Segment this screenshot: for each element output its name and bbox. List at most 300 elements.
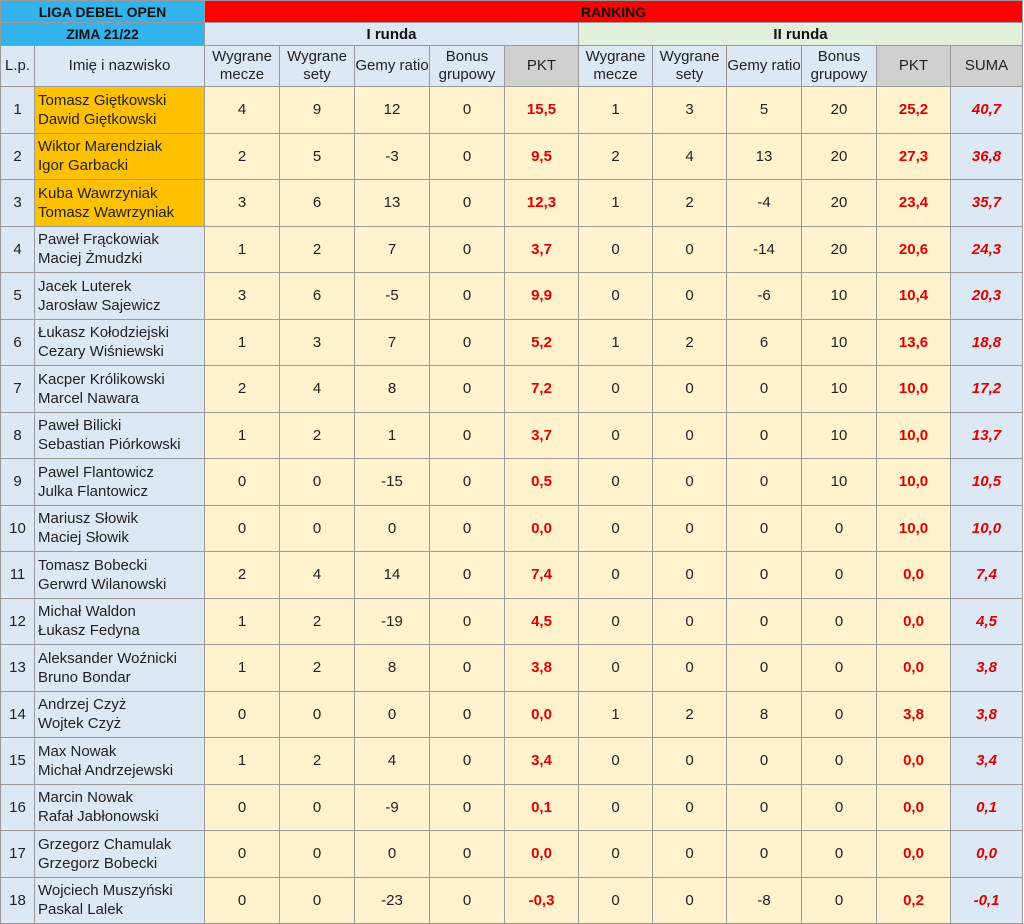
r2-matches-cell: 0 bbox=[579, 459, 653, 506]
r2-bonus-cell: 0 bbox=[802, 505, 877, 552]
r2-matches-cell: 0 bbox=[579, 831, 653, 878]
player-names bbox=[35, 180, 205, 227]
r1-sets-cell: 2 bbox=[280, 645, 355, 692]
r1-pkt-cell: 3,7 bbox=[505, 226, 579, 273]
player-1-name: Jacek Luterek bbox=[38, 277, 132, 295]
r1-pkt-cell: 0,5 bbox=[505, 459, 579, 506]
r2-bonus-cell: 0 bbox=[802, 738, 877, 785]
player-names bbox=[35, 273, 205, 320]
r1-games-cell: 7 bbox=[355, 319, 430, 366]
r1-sets-cell: 4 bbox=[280, 366, 355, 413]
table-row bbox=[1, 552, 1023, 599]
r2-sets-cell: 0 bbox=[653, 505, 727, 552]
player-names bbox=[35, 598, 205, 645]
row-number: 3 bbox=[1, 180, 35, 227]
suma-cell: 3,8 bbox=[951, 691, 1023, 738]
header-r2-pkt: PKT bbox=[877, 46, 951, 87]
r1-games-cell: 13 bbox=[355, 180, 430, 227]
r2-games-cell: 0 bbox=[727, 552, 802, 599]
r1-games-cell: -9 bbox=[355, 784, 430, 831]
table-row bbox=[1, 831, 1023, 878]
player-names bbox=[35, 784, 205, 831]
r1-pkt-cell: 7,4 bbox=[505, 552, 579, 599]
ranking-title: RANKING bbox=[205, 1, 1023, 23]
r1-bonus-cell: 0 bbox=[430, 180, 505, 227]
r2-sets-cell: 0 bbox=[653, 738, 727, 785]
r2-matches-cell: 0 bbox=[579, 645, 653, 692]
r1-games-cell: 7 bbox=[355, 226, 430, 273]
r2-bonus-cell: 10 bbox=[802, 412, 877, 459]
r2-games-cell: 0 bbox=[727, 366, 802, 413]
season-title: ZIMA 21/22 bbox=[1, 23, 205, 46]
suma-cell: 35,7 bbox=[951, 180, 1023, 227]
table-row bbox=[1, 133, 1023, 180]
r2-pkt-cell: 3,8 bbox=[877, 691, 951, 738]
r2-games-cell: 0 bbox=[727, 645, 802, 692]
player-1-name: Wiktor Marendziak bbox=[38, 138, 163, 156]
r1-sets-cell: 2 bbox=[280, 226, 355, 273]
table-row bbox=[1, 87, 1023, 134]
r1-bonus-cell: 0 bbox=[430, 877, 505, 924]
r2-matches-cell: 0 bbox=[579, 552, 653, 599]
r1-matches-cell: 0 bbox=[205, 459, 280, 506]
r2-games-cell: 0 bbox=[727, 598, 802, 645]
r1-matches-cell: 1 bbox=[205, 412, 280, 459]
player-names bbox=[35, 319, 205, 366]
table-row bbox=[1, 319, 1023, 366]
player-names bbox=[35, 226, 205, 273]
player-1-name: Tomasz Giętkowski bbox=[38, 91, 167, 109]
r1-bonus-cell: 0 bbox=[430, 412, 505, 459]
suma-cell: 20,3 bbox=[951, 273, 1023, 320]
r1-matches-cell: 1 bbox=[205, 319, 280, 366]
table-row bbox=[1, 598, 1023, 645]
r2-games-cell: 8 bbox=[727, 691, 802, 738]
row-number: 12 bbox=[1, 598, 35, 645]
r2-games-cell: 0 bbox=[727, 738, 802, 785]
r2-games-cell: 6 bbox=[727, 319, 802, 366]
r2-sets-cell: 0 bbox=[653, 366, 727, 413]
r2-sets-cell: 2 bbox=[653, 180, 727, 227]
r2-bonus-cell: 0 bbox=[802, 645, 877, 692]
r2-pkt-cell: 0,0 bbox=[877, 784, 951, 831]
r1-sets-cell: 5 bbox=[280, 133, 355, 180]
r1-matches-cell: 0 bbox=[205, 831, 280, 878]
player-2-name: Gerwrd Wilanowski bbox=[38, 575, 167, 593]
r1-sets-cell: 2 bbox=[280, 412, 355, 459]
r2-games-cell: -4 bbox=[727, 180, 802, 227]
r1-pkt-cell: 9,5 bbox=[505, 133, 579, 180]
r2-pkt-cell: 0,0 bbox=[877, 738, 951, 785]
player-names bbox=[35, 738, 205, 785]
r2-pkt-cell: 20,6 bbox=[877, 226, 951, 273]
player-names bbox=[35, 133, 205, 180]
r2-pkt-cell: 0,0 bbox=[877, 552, 951, 599]
r1-pkt-cell: 3,4 bbox=[505, 738, 579, 785]
suma-cell: 17,2 bbox=[951, 366, 1023, 413]
header-r1-sets: Wygrane sety bbox=[280, 46, 355, 87]
player-1-name: Wojciech Muszyński bbox=[38, 882, 173, 900]
r1-games-cell: 14 bbox=[355, 552, 430, 599]
r2-matches-cell: 1 bbox=[579, 319, 653, 366]
r2-matches-cell: 0 bbox=[579, 505, 653, 552]
r1-bonus-cell: 0 bbox=[430, 505, 505, 552]
r1-bonus-cell: 0 bbox=[430, 273, 505, 320]
r2-matches-cell: 1 bbox=[579, 691, 653, 738]
row-number: 1 bbox=[1, 87, 35, 134]
round1-title: I runda bbox=[205, 23, 579, 46]
r1-matches-cell: 4 bbox=[205, 87, 280, 134]
player-names bbox=[35, 412, 205, 459]
r1-games-cell: 0 bbox=[355, 505, 430, 552]
player-2-name: Maciej Słowik bbox=[38, 529, 129, 547]
r2-sets-cell: 0 bbox=[653, 831, 727, 878]
r1-bonus-cell: 0 bbox=[430, 133, 505, 180]
r1-games-cell: 12 bbox=[355, 87, 430, 134]
row-number: 4 bbox=[1, 226, 35, 273]
r2-pkt-cell: 0,2 bbox=[877, 877, 951, 924]
r1-sets-cell: 0 bbox=[280, 784, 355, 831]
r1-sets-cell: 2 bbox=[280, 598, 355, 645]
r2-games-cell: -14 bbox=[727, 226, 802, 273]
player-names bbox=[35, 691, 205, 738]
r2-sets-cell: 3 bbox=[653, 87, 727, 134]
r2-pkt-cell: 10,0 bbox=[877, 459, 951, 506]
header-r1-bonus: Bonus grupowy bbox=[430, 46, 505, 87]
r1-pkt-cell: 15,5 bbox=[505, 87, 579, 134]
suma-cell: -0,1 bbox=[951, 877, 1023, 924]
r1-matches-cell: 2 bbox=[205, 133, 280, 180]
r1-pkt-cell: 0,0 bbox=[505, 691, 579, 738]
r2-bonus-cell: 20 bbox=[802, 226, 877, 273]
row-number: 7 bbox=[1, 366, 35, 413]
r1-pkt-cell: -0,3 bbox=[505, 877, 579, 924]
r1-games-cell: 1 bbox=[355, 412, 430, 459]
suma-cell: 10,0 bbox=[951, 505, 1023, 552]
player-2-name: Bruno Bondar bbox=[38, 668, 131, 686]
r1-games-cell: -15 bbox=[355, 459, 430, 506]
row-number: 16 bbox=[1, 784, 35, 831]
r1-pkt-cell: 0,0 bbox=[505, 505, 579, 552]
r2-sets-cell: 0 bbox=[653, 645, 727, 692]
player-1-name: Łukasz Kołodziejski bbox=[38, 324, 169, 342]
r2-pkt-cell: 27,3 bbox=[877, 133, 951, 180]
r2-bonus-cell: 10 bbox=[802, 366, 877, 413]
player-2-name: Marcel Nawara bbox=[38, 389, 139, 407]
table-row bbox=[1, 366, 1023, 413]
r1-pkt-cell: 3,7 bbox=[505, 412, 579, 459]
player-2-name: Paskal Lalek bbox=[38, 901, 124, 919]
r2-matches-cell: 0 bbox=[579, 738, 653, 785]
player-1-name: Paweł Frąckowiak bbox=[38, 231, 159, 249]
r2-bonus-cell: 20 bbox=[802, 180, 877, 227]
r1-bonus-cell: 0 bbox=[430, 831, 505, 878]
suma-cell: 36,8 bbox=[951, 133, 1023, 180]
r2-bonus-cell: 0 bbox=[802, 598, 877, 645]
r1-games-cell: 8 bbox=[355, 366, 430, 413]
suma-cell: 4,5 bbox=[951, 598, 1023, 645]
suma-cell: 0,1 bbox=[951, 784, 1023, 831]
table-row bbox=[1, 877, 1023, 924]
r1-pkt-cell: 0,0 bbox=[505, 831, 579, 878]
player-1-name: Mariusz Słowik bbox=[38, 510, 139, 528]
r2-pkt-cell: 0,0 bbox=[877, 645, 951, 692]
r1-games-cell: 0 bbox=[355, 691, 430, 738]
suma-cell: 18,8 bbox=[951, 319, 1023, 366]
column-header-row bbox=[1, 46, 1023, 87]
r1-pkt-cell: 9,9 bbox=[505, 273, 579, 320]
r1-sets-cell: 0 bbox=[280, 877, 355, 924]
r1-matches-cell: 0 bbox=[205, 505, 280, 552]
table-row bbox=[1, 180, 1023, 227]
player-names bbox=[35, 87, 205, 134]
player-names bbox=[35, 831, 205, 878]
r1-games-cell: 8 bbox=[355, 645, 430, 692]
r1-games-cell: -19 bbox=[355, 598, 430, 645]
r1-matches-cell: 0 bbox=[205, 691, 280, 738]
table-row bbox=[1, 226, 1023, 273]
player-1-name: Aleksander Woźnicki bbox=[38, 649, 177, 667]
r1-sets-cell: 4 bbox=[280, 552, 355, 599]
r2-bonus-cell: 10 bbox=[802, 459, 877, 506]
r2-games-cell: 0 bbox=[727, 412, 802, 459]
row-number: 15 bbox=[1, 738, 35, 785]
r2-bonus-cell: 0 bbox=[802, 831, 877, 878]
row-number: 8 bbox=[1, 412, 35, 459]
r1-sets-cell: 9 bbox=[280, 87, 355, 134]
r1-bonus-cell: 0 bbox=[430, 319, 505, 366]
r1-games-cell: -3 bbox=[355, 133, 430, 180]
r2-bonus-cell: 0 bbox=[802, 877, 877, 924]
r2-pkt-cell: 10,4 bbox=[877, 273, 951, 320]
r2-sets-cell: 2 bbox=[653, 319, 727, 366]
player-2-name: Maciej Żmudzki bbox=[38, 250, 143, 268]
player-1-name: Andrzej Czyż bbox=[38, 696, 127, 714]
header-r2-bonus: Bonus grupowy bbox=[802, 46, 877, 87]
player-2-name: Sebastian Piórkowski bbox=[38, 436, 181, 454]
row-number: 9 bbox=[1, 459, 35, 506]
r1-pkt-cell: 7,2 bbox=[505, 366, 579, 413]
row-number: 10 bbox=[1, 505, 35, 552]
r1-bonus-cell: 0 bbox=[430, 784, 505, 831]
header-r2-sets: Wygrane sety bbox=[653, 46, 727, 87]
r2-pkt-cell: 23,4 bbox=[877, 180, 951, 227]
player-2-name: Michał Andrzejewski bbox=[38, 761, 174, 779]
table-row bbox=[1, 412, 1023, 459]
header-name: Imię i nazwisko bbox=[35, 46, 205, 87]
r2-matches-cell: 2 bbox=[579, 133, 653, 180]
r2-matches-cell: 0 bbox=[579, 412, 653, 459]
suma-cell: 3,8 bbox=[951, 645, 1023, 692]
player-names bbox=[35, 645, 205, 692]
r1-sets-cell: 0 bbox=[280, 691, 355, 738]
player-1-name: Paweł Bilicki bbox=[38, 417, 122, 435]
suma-cell: 13,7 bbox=[951, 412, 1023, 459]
player-names bbox=[35, 552, 205, 599]
player-1-name: Kuba Wawrzyniak bbox=[38, 184, 158, 202]
r2-bonus-cell: 20 bbox=[802, 133, 877, 180]
table-row bbox=[1, 273, 1023, 320]
r2-games-cell: 13 bbox=[727, 133, 802, 180]
r2-sets-cell: 0 bbox=[653, 877, 727, 924]
r2-bonus-cell: 10 bbox=[802, 273, 877, 320]
r2-sets-cell: 0 bbox=[653, 459, 727, 506]
player-2-name: Cezary Wiśniewski bbox=[38, 343, 164, 361]
r1-pkt-cell: 5,2 bbox=[505, 319, 579, 366]
r2-pkt-cell: 10,0 bbox=[877, 366, 951, 413]
round2-title: II runda bbox=[579, 23, 1023, 46]
player-1-name: Tomasz Bobecki bbox=[38, 556, 148, 574]
suma-cell: 3,4 bbox=[951, 738, 1023, 785]
r1-sets-cell: 0 bbox=[280, 831, 355, 878]
r1-pkt-cell: 3,8 bbox=[505, 645, 579, 692]
r2-sets-cell: 0 bbox=[653, 598, 727, 645]
header-lp: L.p. bbox=[1, 46, 35, 87]
r1-matches-cell: 2 bbox=[205, 366, 280, 413]
r2-matches-cell: 1 bbox=[579, 180, 653, 227]
r2-sets-cell: 0 bbox=[653, 226, 727, 273]
r2-games-cell: -8 bbox=[727, 877, 802, 924]
header-r2-games: Gemy ratio bbox=[727, 46, 802, 87]
player-2-name: Julka Flantowicz bbox=[38, 482, 149, 500]
r1-bonus-cell: 0 bbox=[430, 691, 505, 738]
r1-bonus-cell: 0 bbox=[430, 87, 505, 134]
row-number: 13 bbox=[1, 645, 35, 692]
r2-matches-cell: 1 bbox=[579, 87, 653, 134]
r1-matches-cell: 1 bbox=[205, 226, 280, 273]
r2-games-cell: -6 bbox=[727, 273, 802, 320]
player-2-name: Igor Garbacki bbox=[38, 157, 129, 175]
r1-matches-cell: 1 bbox=[205, 598, 280, 645]
r2-bonus-cell: 20 bbox=[802, 87, 877, 134]
r1-sets-cell: 6 bbox=[280, 180, 355, 227]
r1-sets-cell: 0 bbox=[280, 459, 355, 506]
r1-matches-cell: 3 bbox=[205, 180, 280, 227]
r1-bonus-cell: 0 bbox=[430, 738, 505, 785]
row-number: 2 bbox=[1, 133, 35, 180]
r1-matches-cell: 1 bbox=[205, 645, 280, 692]
player-names bbox=[35, 366, 205, 413]
r1-matches-cell: 2 bbox=[205, 552, 280, 599]
player-names bbox=[35, 505, 205, 552]
r1-sets-cell: 3 bbox=[280, 319, 355, 366]
r2-pkt-cell: 0,0 bbox=[877, 598, 951, 645]
r1-games-cell: -23 bbox=[355, 877, 430, 924]
table-row bbox=[1, 505, 1023, 552]
r2-pkt-cell: 25,2 bbox=[877, 87, 951, 134]
suma-cell: 24,3 bbox=[951, 226, 1023, 273]
r1-matches-cell: 0 bbox=[205, 877, 280, 924]
r2-matches-cell: 0 bbox=[579, 598, 653, 645]
table-row bbox=[1, 459, 1023, 506]
player-names bbox=[35, 459, 205, 506]
row-number: 11 bbox=[1, 552, 35, 599]
player-2-name: Rafał Jabłonowski bbox=[38, 808, 159, 826]
r1-bonus-cell: 0 bbox=[430, 598, 505, 645]
player-names bbox=[35, 877, 205, 924]
r2-sets-cell: 2 bbox=[653, 691, 727, 738]
r2-sets-cell: 0 bbox=[653, 552, 727, 599]
r2-bonus-cell: 0 bbox=[802, 552, 877, 599]
table-row bbox=[1, 645, 1023, 692]
player-1-name: Max Nowak bbox=[38, 742, 117, 760]
player-2-name: Grzegorz Bobecki bbox=[38, 854, 158, 872]
r2-matches-cell: 0 bbox=[579, 273, 653, 320]
r2-pkt-cell: 10,0 bbox=[877, 505, 951, 552]
suma-cell: 0,0 bbox=[951, 831, 1023, 878]
player-2-name: Dawid Giętkowski bbox=[38, 110, 157, 128]
r1-bonus-cell: 0 bbox=[430, 552, 505, 599]
player-1-name: Marcin Nowak bbox=[38, 789, 134, 807]
r2-sets-cell: 4 bbox=[653, 133, 727, 180]
r1-games-cell: -5 bbox=[355, 273, 430, 320]
r2-matches-cell: 0 bbox=[579, 877, 653, 924]
r1-pkt-cell: 0,1 bbox=[505, 784, 579, 831]
r2-games-cell: 0 bbox=[727, 784, 802, 831]
player-1-name: Kacper Królikowski bbox=[38, 370, 165, 388]
r2-matches-cell: 0 bbox=[579, 784, 653, 831]
suma-cell: 7,4 bbox=[951, 552, 1023, 599]
row-number: 18 bbox=[1, 877, 35, 924]
player-2-name: Łukasz Fedyna bbox=[38, 622, 140, 640]
player-1-name: Grzegorz Chamulak bbox=[38, 835, 172, 853]
r1-sets-cell: 2 bbox=[280, 738, 355, 785]
r1-bonus-cell: 0 bbox=[430, 366, 505, 413]
player-2-name: Tomasz Wawrzyniak bbox=[38, 203, 175, 221]
r1-sets-cell: 6 bbox=[280, 273, 355, 320]
row-number: 5 bbox=[1, 273, 35, 320]
header-r1-pkt: PKT bbox=[505, 46, 579, 87]
r2-games-cell: 5 bbox=[727, 87, 802, 134]
r1-sets-cell: 0 bbox=[280, 505, 355, 552]
row-number: 17 bbox=[1, 831, 35, 878]
table-row bbox=[1, 738, 1023, 785]
header-r1-matches: Wygrane mecze bbox=[205, 46, 280, 87]
r2-matches-cell: 0 bbox=[579, 366, 653, 413]
r2-pkt-cell: 13,6 bbox=[877, 319, 951, 366]
player-1-name: Michał Waldon bbox=[38, 603, 136, 621]
r2-bonus-cell: 10 bbox=[802, 319, 877, 366]
r2-games-cell: 0 bbox=[727, 831, 802, 878]
r1-pkt-cell: 4,5 bbox=[505, 598, 579, 645]
r1-games-cell: 0 bbox=[355, 831, 430, 878]
row-number: 6 bbox=[1, 319, 35, 366]
r2-bonus-cell: 0 bbox=[802, 784, 877, 831]
player-2-name: Wojtek Czyż bbox=[38, 715, 122, 733]
r2-games-cell: 0 bbox=[727, 505, 802, 552]
r1-matches-cell: 0 bbox=[205, 784, 280, 831]
row-number: 14 bbox=[1, 691, 35, 738]
r1-pkt-cell: 12,3 bbox=[505, 180, 579, 227]
league-title: LIGA DEBEL OPEN bbox=[1, 1, 205, 23]
header-r1-games: Gemy ratio bbox=[355, 46, 430, 87]
suma-cell: 10,5 bbox=[951, 459, 1023, 506]
header-r2-matches: Wygrane mecze bbox=[579, 46, 653, 87]
suma-cell: 40,7 bbox=[951, 87, 1023, 134]
r2-sets-cell: 0 bbox=[653, 273, 727, 320]
r2-sets-cell: 0 bbox=[653, 412, 727, 459]
header-suma: SUMA bbox=[951, 46, 1023, 87]
table-row bbox=[1, 691, 1023, 738]
r1-bonus-cell: 0 bbox=[430, 645, 505, 692]
r2-matches-cell: 0 bbox=[579, 226, 653, 273]
r2-games-cell: 0 bbox=[727, 459, 802, 506]
r2-bonus-cell: 0 bbox=[802, 691, 877, 738]
player-1-name: Pawel Flantowicz bbox=[38, 463, 154, 481]
player-2-name: Jarosław Sajewicz bbox=[38, 296, 161, 314]
r1-matches-cell: 3 bbox=[205, 273, 280, 320]
table-row bbox=[1, 784, 1023, 831]
